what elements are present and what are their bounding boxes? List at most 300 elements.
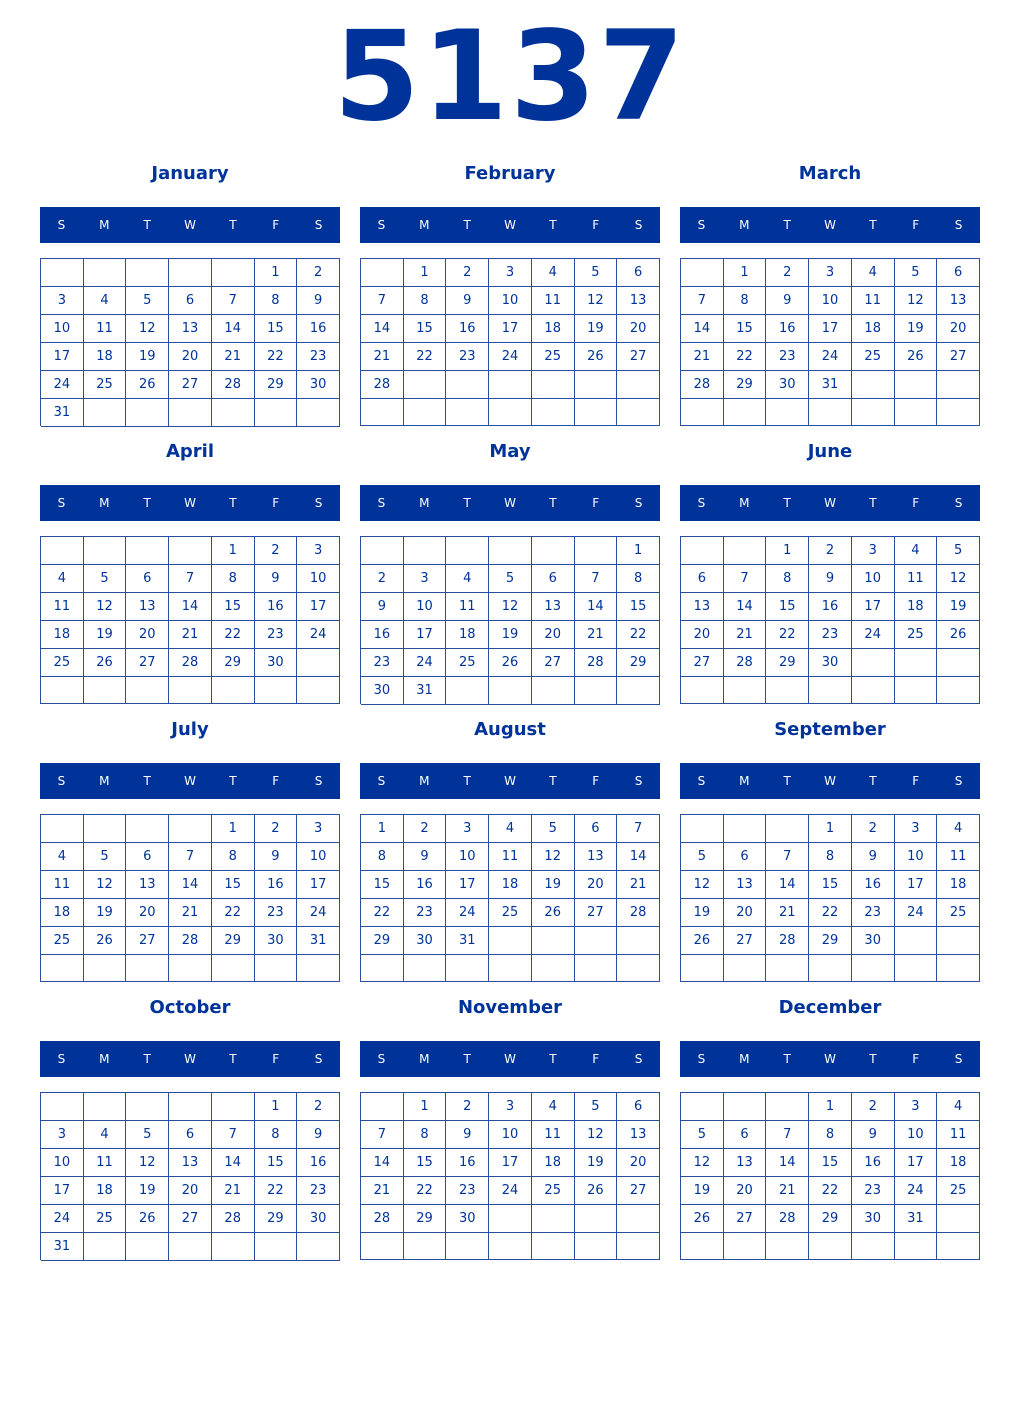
day-cell: 15 <box>212 871 255 899</box>
day-cell: 13 <box>617 287 660 315</box>
day-cell: 28 <box>361 1205 404 1233</box>
day-cell: 24 <box>489 343 532 371</box>
day-cell: 13 <box>169 315 212 343</box>
day-cell: 20 <box>724 1177 767 1205</box>
day-cell: 10 <box>895 1121 938 1149</box>
day-cell: 9 <box>297 1121 340 1149</box>
day-cell: 8 <box>212 565 255 593</box>
empty-cell <box>84 677 127 704</box>
day-cell: 14 <box>361 1149 404 1177</box>
day-cell: 2 <box>297 1093 340 1121</box>
day-cell: 30 <box>297 1205 340 1233</box>
weekday-label: T <box>463 1052 471 1066</box>
day-cell: 21 <box>724 621 767 649</box>
weekday-label: S <box>314 1052 323 1066</box>
day-cell: 9 <box>852 843 895 871</box>
day-cell: 11 <box>84 1149 127 1177</box>
day-grid <box>40 1092 340 1260</box>
empty-cell <box>532 677 575 705</box>
weekday-label: S <box>954 774 963 788</box>
day-cell: 19 <box>126 343 169 371</box>
day-cell: 25 <box>937 1177 980 1205</box>
month-title: April <box>165 441 215 462</box>
day-cell: 20 <box>617 1149 660 1177</box>
weekday-label: T <box>143 496 151 510</box>
day-cell: 31 <box>809 371 852 399</box>
day-cell: 13 <box>724 1149 767 1177</box>
day-cell: 17 <box>41 343 84 371</box>
empty-cell <box>895 955 938 982</box>
day-cell: 15 <box>255 1149 298 1177</box>
day-cell: 28 <box>575 649 618 677</box>
day-grid <box>40 536 340 704</box>
empty-cell <box>297 1233 340 1261</box>
day-cell: 2 <box>404 815 447 843</box>
day-cell: 13 <box>617 1121 660 1149</box>
empty-cell <box>617 955 660 982</box>
empty-cell <box>681 259 724 287</box>
day-cell: 12 <box>681 871 724 899</box>
empty-cell <box>575 955 618 982</box>
day-cell: 20 <box>169 343 212 371</box>
day-grid <box>40 814 340 982</box>
weekday-label: S <box>954 496 963 510</box>
day-cell: 22 <box>724 343 767 371</box>
weekday-label: W <box>824 1052 836 1066</box>
day-cell: 24 <box>41 371 84 399</box>
weekday-label: W <box>824 496 836 510</box>
day-cell: 31 <box>446 927 489 955</box>
day-cell: 9 <box>852 1121 895 1149</box>
weekday-label: M <box>739 218 750 232</box>
day-cell: 4 <box>489 815 532 843</box>
empty-cell <box>297 955 340 982</box>
empty-cell <box>895 927 938 955</box>
day-cell: 13 <box>681 593 724 621</box>
empty-cell <box>617 1233 660 1260</box>
empty-cell <box>126 815 169 843</box>
empty-cell <box>41 1093 84 1121</box>
day-cell: 20 <box>681 621 724 649</box>
empty-cell <box>937 677 980 704</box>
empty-cell <box>937 399 980 426</box>
weekday-label: S <box>314 496 323 510</box>
day-cell: 7 <box>575 565 618 593</box>
weekday-label: W <box>504 496 516 510</box>
weekday-label: W <box>184 1052 196 1066</box>
weekday-label: F <box>592 1052 600 1066</box>
day-cell: 17 <box>489 1149 532 1177</box>
weekday-label: W <box>184 218 196 232</box>
empty-cell <box>809 399 852 426</box>
day-cell: 3 <box>489 1093 532 1121</box>
day-cell: 6 <box>681 565 724 593</box>
weekday-label: S <box>377 218 386 232</box>
empty-cell <box>361 955 404 982</box>
day-cell: 14 <box>766 871 809 899</box>
weekday-header <box>680 1041 980 1077</box>
empty-cell <box>404 399 447 426</box>
day-cell: 11 <box>852 287 895 315</box>
empty-cell <box>575 1205 618 1233</box>
empty-cell <box>84 1233 127 1261</box>
month-title: November <box>457 997 563 1018</box>
empty-cell <box>41 677 84 704</box>
day-cell: 11 <box>446 593 489 621</box>
day-cell: 13 <box>724 871 767 899</box>
day-cell: 18 <box>532 1149 575 1177</box>
weekday-label: M <box>99 774 110 788</box>
day-cell: 25 <box>41 649 84 677</box>
day-cell: 24 <box>852 621 895 649</box>
day-cell: 4 <box>895 537 938 565</box>
day-cell: 28 <box>681 371 724 399</box>
empty-cell <box>361 1233 404 1260</box>
day-cell: 13 <box>126 593 169 621</box>
day-cell: 26 <box>489 649 532 677</box>
day-cell: 15 <box>766 593 809 621</box>
weekday-label: T <box>463 774 471 788</box>
empty-cell <box>937 927 980 955</box>
empty-cell <box>169 399 212 427</box>
day-cell: 18 <box>937 1149 980 1177</box>
empty-cell <box>766 815 809 843</box>
day-cell: 5 <box>532 815 575 843</box>
empty-cell <box>681 399 724 426</box>
weekday-label: T <box>549 218 557 232</box>
day-cell: 7 <box>617 815 660 843</box>
day-cell: 16 <box>297 315 340 343</box>
day-cell: 9 <box>297 287 340 315</box>
weekday-label: T <box>549 1052 557 1066</box>
weekday-label: S <box>634 1052 643 1066</box>
day-cell: 11 <box>895 565 938 593</box>
weekday-header <box>360 485 660 521</box>
day-cell: 23 <box>255 899 298 927</box>
day-cell: 27 <box>575 899 618 927</box>
day-cell: 8 <box>617 565 660 593</box>
empty-cell <box>212 1093 255 1121</box>
day-cell: 1 <box>809 815 852 843</box>
weekday-label: T <box>783 496 791 510</box>
weekday-label: M <box>419 1052 430 1066</box>
day-cell: 24 <box>489 1177 532 1205</box>
day-cell: 15 <box>809 1149 852 1177</box>
day-cell: 29 <box>766 649 809 677</box>
empty-cell <box>895 677 938 704</box>
day-cell: 27 <box>126 649 169 677</box>
empty-cell <box>212 677 255 704</box>
day-cell: 28 <box>169 649 212 677</box>
empty-cell <box>532 1205 575 1233</box>
empty-cell <box>852 371 895 399</box>
day-cell: 1 <box>212 815 255 843</box>
day-cell: 22 <box>404 1177 447 1205</box>
empty-cell <box>404 955 447 982</box>
day-cell: 22 <box>212 621 255 649</box>
day-cell: 3 <box>446 815 489 843</box>
day-cell: 30 <box>255 927 298 955</box>
day-cell: 2 <box>446 259 489 287</box>
day-cell: 24 <box>895 1177 938 1205</box>
weekday-header <box>360 763 660 799</box>
day-cell: 1 <box>809 1093 852 1121</box>
weekday-header <box>40 485 340 521</box>
empty-cell <box>84 259 127 287</box>
empty-cell <box>169 955 212 982</box>
day-cell: 16 <box>255 593 298 621</box>
day-cell: 16 <box>297 1149 340 1177</box>
day-cell: 7 <box>766 1121 809 1149</box>
day-cell: 5 <box>681 843 724 871</box>
empty-cell <box>41 537 84 565</box>
weekday-label: S <box>697 218 706 232</box>
empty-cell <box>575 537 618 565</box>
day-cell: 7 <box>724 565 767 593</box>
empty-cell <box>575 677 618 705</box>
day-cell: 3 <box>895 1093 938 1121</box>
weekday-label: S <box>57 774 66 788</box>
empty-cell <box>852 399 895 426</box>
day-cell: 22 <box>361 899 404 927</box>
day-cell: 12 <box>575 1121 618 1149</box>
weekday-label: T <box>869 496 877 510</box>
day-cell: 29 <box>809 1205 852 1233</box>
weekday-label: S <box>954 1052 963 1066</box>
day-cell: 6 <box>575 815 618 843</box>
day-cell: 18 <box>937 871 980 899</box>
day-cell: 3 <box>297 537 340 565</box>
day-cell: 13 <box>169 1149 212 1177</box>
day-cell: 16 <box>809 593 852 621</box>
empty-cell <box>255 1233 298 1261</box>
empty-cell <box>84 399 127 427</box>
day-cell: 30 <box>404 927 447 955</box>
empty-cell <box>852 649 895 677</box>
day-cell: 28 <box>617 899 660 927</box>
weekday-label: F <box>912 218 920 232</box>
day-cell: 11 <box>489 843 532 871</box>
day-cell: 25 <box>895 621 938 649</box>
day-cell: 14 <box>212 1149 255 1177</box>
day-cell: 25 <box>852 343 895 371</box>
day-cell: 29 <box>255 371 298 399</box>
day-cell: 23 <box>404 899 447 927</box>
empty-cell <box>84 537 127 565</box>
day-cell: 6 <box>169 1121 212 1149</box>
day-cell: 18 <box>446 621 489 649</box>
month-title: February <box>464 163 556 184</box>
day-cell: 23 <box>297 1177 340 1205</box>
day-cell: 1 <box>212 537 255 565</box>
day-cell: 25 <box>937 899 980 927</box>
weekday-label: T <box>783 218 791 232</box>
empty-cell <box>84 955 127 982</box>
day-cell: 27 <box>126 927 169 955</box>
day-cell: 1 <box>255 1093 298 1121</box>
day-cell: 24 <box>895 899 938 927</box>
day-cell: 25 <box>489 899 532 927</box>
day-cell: 3 <box>895 815 938 843</box>
weekday-label: T <box>549 774 557 788</box>
day-cell: 29 <box>212 927 255 955</box>
day-cell: 19 <box>895 315 938 343</box>
day-cell: 29 <box>724 371 767 399</box>
weekday-label: W <box>184 496 196 510</box>
day-cell: 5 <box>126 1121 169 1149</box>
day-cell: 19 <box>575 315 618 343</box>
day-cell: 2 <box>255 537 298 565</box>
weekday-label: F <box>272 218 280 232</box>
day-cell: 26 <box>575 1177 618 1205</box>
day-cell: 25 <box>84 1205 127 1233</box>
day-cell: 9 <box>446 1121 489 1149</box>
day-cell: 29 <box>404 1205 447 1233</box>
day-grid <box>360 1092 660 1260</box>
day-cell: 3 <box>809 259 852 287</box>
day-cell: 28 <box>169 927 212 955</box>
day-cell: 27 <box>617 1177 660 1205</box>
empty-cell <box>126 955 169 982</box>
empty-cell <box>404 537 447 565</box>
empty-cell <box>937 371 980 399</box>
weekday-header <box>40 763 340 799</box>
day-cell: 16 <box>852 1149 895 1177</box>
day-cell: 5 <box>126 287 169 315</box>
empty-cell <box>361 537 404 565</box>
empty-cell <box>617 371 660 399</box>
day-cell: 29 <box>809 927 852 955</box>
day-cell: 8 <box>212 843 255 871</box>
day-cell: 6 <box>126 843 169 871</box>
day-cell: 20 <box>617 315 660 343</box>
weekday-label: F <box>912 496 920 510</box>
day-cell: 29 <box>212 649 255 677</box>
empty-cell <box>126 259 169 287</box>
day-cell: 17 <box>41 1177 84 1205</box>
day-cell: 27 <box>169 1205 212 1233</box>
empty-cell <box>852 955 895 982</box>
day-cell: 18 <box>41 621 84 649</box>
day-cell: 12 <box>532 843 575 871</box>
day-cell: 28 <box>212 1205 255 1233</box>
weekday-label: S <box>57 496 66 510</box>
day-cell: 10 <box>404 593 447 621</box>
day-cell: 6 <box>126 565 169 593</box>
weekday-header <box>680 207 980 243</box>
day-cell: 14 <box>169 593 212 621</box>
day-cell: 20 <box>724 899 767 927</box>
day-cell: 2 <box>852 1093 895 1121</box>
weekday-label: T <box>869 774 877 788</box>
day-cell: 26 <box>126 1205 169 1233</box>
empty-cell <box>297 677 340 704</box>
day-cell: 28 <box>766 927 809 955</box>
day-cell: 21 <box>361 1177 404 1205</box>
empty-cell <box>255 955 298 982</box>
weekday-label: W <box>504 774 516 788</box>
weekday-label: S <box>314 774 323 788</box>
day-cell: 11 <box>532 287 575 315</box>
weekday-label: F <box>592 496 600 510</box>
day-cell: 5 <box>937 537 980 565</box>
empty-cell <box>297 649 340 677</box>
empty-cell <box>532 927 575 955</box>
day-cell: 22 <box>255 1177 298 1205</box>
day-cell: 23 <box>852 1177 895 1205</box>
day-cell: 22 <box>809 899 852 927</box>
day-cell: 1 <box>404 259 447 287</box>
year-title: 5137 <box>333 5 687 149</box>
day-cell: 10 <box>852 565 895 593</box>
day-cell: 7 <box>212 287 255 315</box>
empty-cell <box>169 537 212 565</box>
day-cell: 17 <box>809 315 852 343</box>
day-cell: 9 <box>446 287 489 315</box>
empty-cell <box>446 399 489 426</box>
weekday-label: S <box>377 1052 386 1066</box>
day-cell: 2 <box>361 565 404 593</box>
day-cell: 12 <box>126 1149 169 1177</box>
day-cell: 29 <box>617 649 660 677</box>
day-cell: 23 <box>766 343 809 371</box>
day-cell: 24 <box>446 899 489 927</box>
day-cell: 22 <box>766 621 809 649</box>
day-grid <box>360 258 660 426</box>
day-cell: 4 <box>937 1093 980 1121</box>
empty-cell <box>212 399 255 427</box>
day-cell: 4 <box>41 565 84 593</box>
day-cell: 16 <box>446 315 489 343</box>
day-cell: 25 <box>446 649 489 677</box>
empty-cell <box>617 1205 660 1233</box>
day-cell: 31 <box>41 399 84 427</box>
month-title: May <box>489 441 531 462</box>
weekday-label: S <box>634 774 643 788</box>
empty-cell <box>766 955 809 982</box>
empty-cell <box>852 677 895 704</box>
weekday-header <box>40 1041 340 1077</box>
day-cell: 24 <box>297 621 340 649</box>
day-cell: 20 <box>126 621 169 649</box>
day-cell: 24 <box>809 343 852 371</box>
empty-cell <box>489 371 532 399</box>
day-cell: 23 <box>255 621 298 649</box>
day-cell: 26 <box>84 927 127 955</box>
weekday-label: M <box>419 496 430 510</box>
day-cell: 13 <box>937 287 980 315</box>
weekday-label: T <box>143 1052 151 1066</box>
day-cell: 4 <box>41 843 84 871</box>
empty-cell <box>169 1093 212 1121</box>
day-cell: 10 <box>297 565 340 593</box>
empty-cell <box>489 1233 532 1260</box>
day-cell: 18 <box>489 871 532 899</box>
day-cell: 1 <box>404 1093 447 1121</box>
day-cell: 18 <box>41 899 84 927</box>
weekday-label: T <box>229 496 237 510</box>
day-cell: 17 <box>895 871 938 899</box>
day-cell: 21 <box>361 343 404 371</box>
empty-cell <box>212 1233 255 1261</box>
day-cell: 21 <box>766 1177 809 1205</box>
day-cell: 7 <box>361 1121 404 1149</box>
day-cell: 25 <box>532 1177 575 1205</box>
day-cell: 6 <box>724 843 767 871</box>
day-cell: 16 <box>404 871 447 899</box>
day-cell: 8 <box>766 565 809 593</box>
empty-cell <box>681 815 724 843</box>
